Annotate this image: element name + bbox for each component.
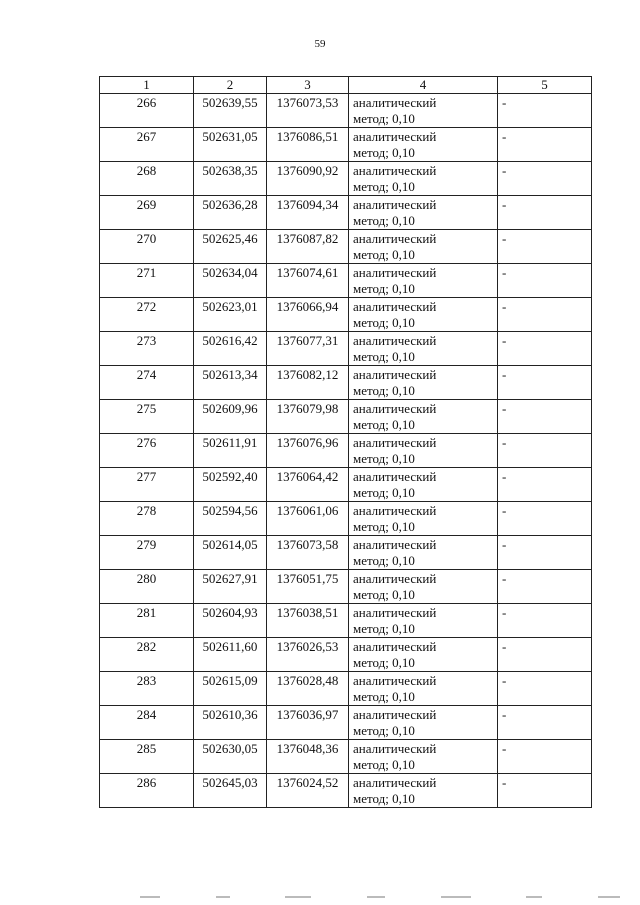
- point-number-cell: 285: [100, 740, 194, 774]
- method-cell: [349, 366, 498, 400]
- method-line-1: аналитический: [353, 197, 437, 212]
- note-cell: -: [498, 298, 592, 332]
- method-line-1: аналитический: [353, 775, 437, 790]
- point-number-cell: 280: [100, 570, 194, 604]
- note-cell: -: [498, 196, 592, 230]
- method-cell: [349, 94, 498, 128]
- table-row: [100, 604, 592, 638]
- method-line-1: аналитический: [353, 571, 437, 586]
- point-number-cell: 267: [100, 128, 194, 162]
- method-line-2: метод; 0,10: [353, 587, 415, 602]
- table-row: [100, 128, 592, 162]
- note-cell: -: [498, 332, 592, 366]
- point-number-cell: 279: [100, 536, 194, 570]
- method-line-1: аналитический: [353, 605, 437, 620]
- y-coordinate-cell: 1376073,58: [267, 536, 349, 570]
- x-coordinate-cell: 502636,28: [194, 196, 267, 230]
- table-row: [100, 468, 592, 502]
- note-cell: -: [498, 502, 592, 536]
- note-cell: -: [498, 94, 592, 128]
- method-cell: [349, 298, 498, 332]
- method-line-2: метод; 0,10: [353, 383, 415, 398]
- point-number-cell: 276: [100, 434, 194, 468]
- y-coordinate-cell: 1376079,98: [267, 400, 349, 434]
- table-row: [100, 740, 592, 774]
- y-coordinate-cell: 1376036,97: [267, 706, 349, 740]
- x-coordinate-cell: 502594,56: [194, 502, 267, 536]
- table-row: [100, 94, 592, 128]
- method-line-2: метод; 0,10: [353, 349, 415, 364]
- method-line-2: метод; 0,10: [353, 553, 415, 568]
- y-coordinate-cell: 1376028,48: [267, 672, 349, 706]
- y-coordinate-cell: 1376086,51: [267, 128, 349, 162]
- y-coordinate-cell: 1376048,36: [267, 740, 349, 774]
- x-coordinate-cell: 502614,05: [194, 536, 267, 570]
- note-cell: -: [498, 604, 592, 638]
- table-row: [100, 400, 592, 434]
- table-row: [100, 196, 592, 230]
- y-coordinate-cell: 1376087,82: [267, 230, 349, 264]
- method-cell: [349, 638, 498, 672]
- note-cell: -: [498, 434, 592, 468]
- x-coordinate-cell: 502611,91: [194, 434, 267, 468]
- method-cell: [349, 672, 498, 706]
- method-line-1: аналитический: [353, 503, 437, 518]
- method-line-1: аналитический: [353, 469, 437, 484]
- x-coordinate-cell: 502613,34: [194, 366, 267, 400]
- method-line-2: метод; 0,10: [353, 723, 415, 738]
- note-cell: -: [498, 570, 592, 604]
- page-number: 59: [314, 38, 326, 50]
- y-coordinate-cell: 1376051,75: [267, 570, 349, 604]
- note-cell: -: [498, 128, 592, 162]
- header-col-4: 4: [349, 77, 498, 94]
- y-coordinate-cell: 1376024,52: [267, 774, 349, 808]
- x-coordinate-cell: 502615,09: [194, 672, 267, 706]
- method-line-2: метод; 0,10: [353, 111, 415, 126]
- method-line-1: аналитический: [353, 367, 437, 382]
- table-row: [100, 332, 592, 366]
- x-coordinate-cell: 502638,35: [194, 162, 267, 196]
- method-line-2: метод; 0,10: [353, 213, 415, 228]
- method-line-1: аналитический: [353, 265, 437, 280]
- x-coordinate-cell: 502645,03: [194, 774, 267, 808]
- method-cell: [349, 230, 498, 264]
- method-line-1: аналитический: [353, 163, 437, 178]
- table-body: [100, 94, 592, 808]
- method-line-1: аналитический: [353, 95, 437, 110]
- method-line-2: метод; 0,10: [353, 519, 415, 534]
- y-coordinate-cell: 1376066,94: [267, 298, 349, 332]
- x-coordinate-cell: 502604,93: [194, 604, 267, 638]
- note-cell: -: [498, 638, 592, 672]
- y-coordinate-cell: 1376090,92: [267, 162, 349, 196]
- table-row: [100, 570, 592, 604]
- method-line-2: метод; 0,10: [353, 179, 415, 194]
- x-coordinate-cell: 502616,42: [194, 332, 267, 366]
- table-row: [100, 162, 592, 196]
- method-cell: [349, 434, 498, 468]
- method-line-1: аналитический: [353, 537, 437, 552]
- method-line-2: метод; 0,10: [353, 281, 415, 296]
- method-line-2: метод; 0,10: [353, 757, 415, 772]
- note-cell: -: [498, 740, 592, 774]
- point-number-cell: 268: [100, 162, 194, 196]
- note-cell: -: [498, 230, 592, 264]
- x-coordinate-cell: 502630,05: [194, 740, 267, 774]
- x-coordinate-cell: 502625,46: [194, 230, 267, 264]
- x-coordinate-cell: 502623,01: [194, 298, 267, 332]
- table-row: [100, 706, 592, 740]
- method-line-1: аналитический: [353, 435, 437, 450]
- point-number-cell: 286: [100, 774, 194, 808]
- note-cell: -: [498, 366, 592, 400]
- point-number-cell: 274: [100, 366, 194, 400]
- x-coordinate-cell: 502631,05: [194, 128, 267, 162]
- y-coordinate-cell: 1376038,51: [267, 604, 349, 638]
- x-coordinate-cell: 502639,55: [194, 94, 267, 128]
- table-row: [100, 502, 592, 536]
- table-row: [100, 536, 592, 570]
- method-cell: [349, 196, 498, 230]
- x-coordinate-cell: 502592,40: [194, 468, 267, 502]
- note-cell: -: [498, 468, 592, 502]
- y-coordinate-cell: 1376074,61: [267, 264, 349, 298]
- note-cell: -: [498, 264, 592, 298]
- table-row: [100, 298, 592, 332]
- table-row: [100, 230, 592, 264]
- method-line-2: метод; 0,10: [353, 689, 415, 704]
- method-line-1: аналитический: [353, 299, 437, 314]
- y-coordinate-cell: 1376082,12: [267, 366, 349, 400]
- method-line-2: метод; 0,10: [353, 247, 415, 262]
- table-header: [100, 77, 592, 94]
- method-line-1: аналитический: [353, 129, 437, 144]
- method-line-2: метод; 0,10: [353, 655, 415, 670]
- point-number-cell: 266: [100, 94, 194, 128]
- x-coordinate-cell: 502610,36: [194, 706, 267, 740]
- method-cell: [349, 162, 498, 196]
- table-row: [100, 264, 592, 298]
- header-row: [100, 77, 592, 94]
- method-line-2: метод; 0,10: [353, 621, 415, 636]
- y-coordinate-cell: 1376094,34: [267, 196, 349, 230]
- point-number-cell: 282: [100, 638, 194, 672]
- header-col-2: 2: [194, 77, 267, 94]
- x-coordinate-cell: 502634,04: [194, 264, 267, 298]
- method-line-2: метод; 0,10: [353, 451, 415, 466]
- footer-scan-marks: [140, 896, 620, 900]
- header-col-5: 5: [498, 77, 592, 94]
- note-cell: -: [498, 774, 592, 808]
- method-cell: [349, 264, 498, 298]
- table-row: [100, 774, 592, 808]
- point-number-cell: 275: [100, 400, 194, 434]
- note-cell: -: [498, 672, 592, 706]
- method-cell: [349, 128, 498, 162]
- note-cell: -: [498, 400, 592, 434]
- point-number-cell: 284: [100, 706, 194, 740]
- method-line-2: метод; 0,10: [353, 791, 415, 806]
- point-number-cell: 278: [100, 502, 194, 536]
- point-number-cell: 281: [100, 604, 194, 638]
- x-coordinate-cell: 502609,96: [194, 400, 267, 434]
- table-row: [100, 434, 592, 468]
- method-cell: [349, 536, 498, 570]
- y-coordinate-cell: 1376064,42: [267, 468, 349, 502]
- table-row: [100, 366, 592, 400]
- method-line-1: аналитический: [353, 401, 437, 416]
- y-coordinate-cell: 1376073,53: [267, 94, 349, 128]
- note-cell: -: [498, 162, 592, 196]
- point-number-cell: 283: [100, 672, 194, 706]
- point-number-cell: 277: [100, 468, 194, 502]
- method-cell: [349, 502, 498, 536]
- table-row: [100, 638, 592, 672]
- method-cell: [349, 570, 498, 604]
- method-line-1: аналитический: [353, 639, 437, 654]
- method-cell: [349, 706, 498, 740]
- method-line-1: аналитический: [353, 673, 437, 688]
- point-number-cell: 273: [100, 332, 194, 366]
- coordinates-table: [99, 76, 592, 808]
- x-coordinate-cell: 502627,91: [194, 570, 267, 604]
- table-row: [100, 672, 592, 706]
- y-coordinate-cell: 1376076,96: [267, 434, 349, 468]
- y-coordinate-cell: 1376077,31: [267, 332, 349, 366]
- method-line-2: метод; 0,10: [353, 145, 415, 160]
- method-cell: [349, 400, 498, 434]
- method-cell: [349, 604, 498, 638]
- method-line-2: метод; 0,10: [353, 315, 415, 330]
- point-number-cell: 270: [100, 230, 194, 264]
- point-number-cell: 272: [100, 298, 194, 332]
- method-cell: [349, 740, 498, 774]
- note-cell: -: [498, 706, 592, 740]
- method-line-2: метод; 0,10: [353, 417, 415, 432]
- point-number-cell: 271: [100, 264, 194, 298]
- point-number-cell: 269: [100, 196, 194, 230]
- y-coordinate-cell: 1376061,06: [267, 502, 349, 536]
- method-cell: [349, 468, 498, 502]
- method-line-1: аналитический: [353, 333, 437, 348]
- note-cell: -: [498, 536, 592, 570]
- method-line-1: аналитический: [353, 231, 437, 246]
- method-line-1: аналитический: [353, 741, 437, 756]
- y-coordinate-cell: 1376026,53: [267, 638, 349, 672]
- method-cell: [349, 774, 498, 808]
- header-col-3: 3: [267, 77, 349, 94]
- method-line-2: метод; 0,10: [353, 485, 415, 500]
- header-col-1: 1: [100, 77, 194, 94]
- method-line-1: аналитический: [353, 707, 437, 722]
- x-coordinate-cell: 502611,60: [194, 638, 267, 672]
- method-cell: [349, 332, 498, 366]
